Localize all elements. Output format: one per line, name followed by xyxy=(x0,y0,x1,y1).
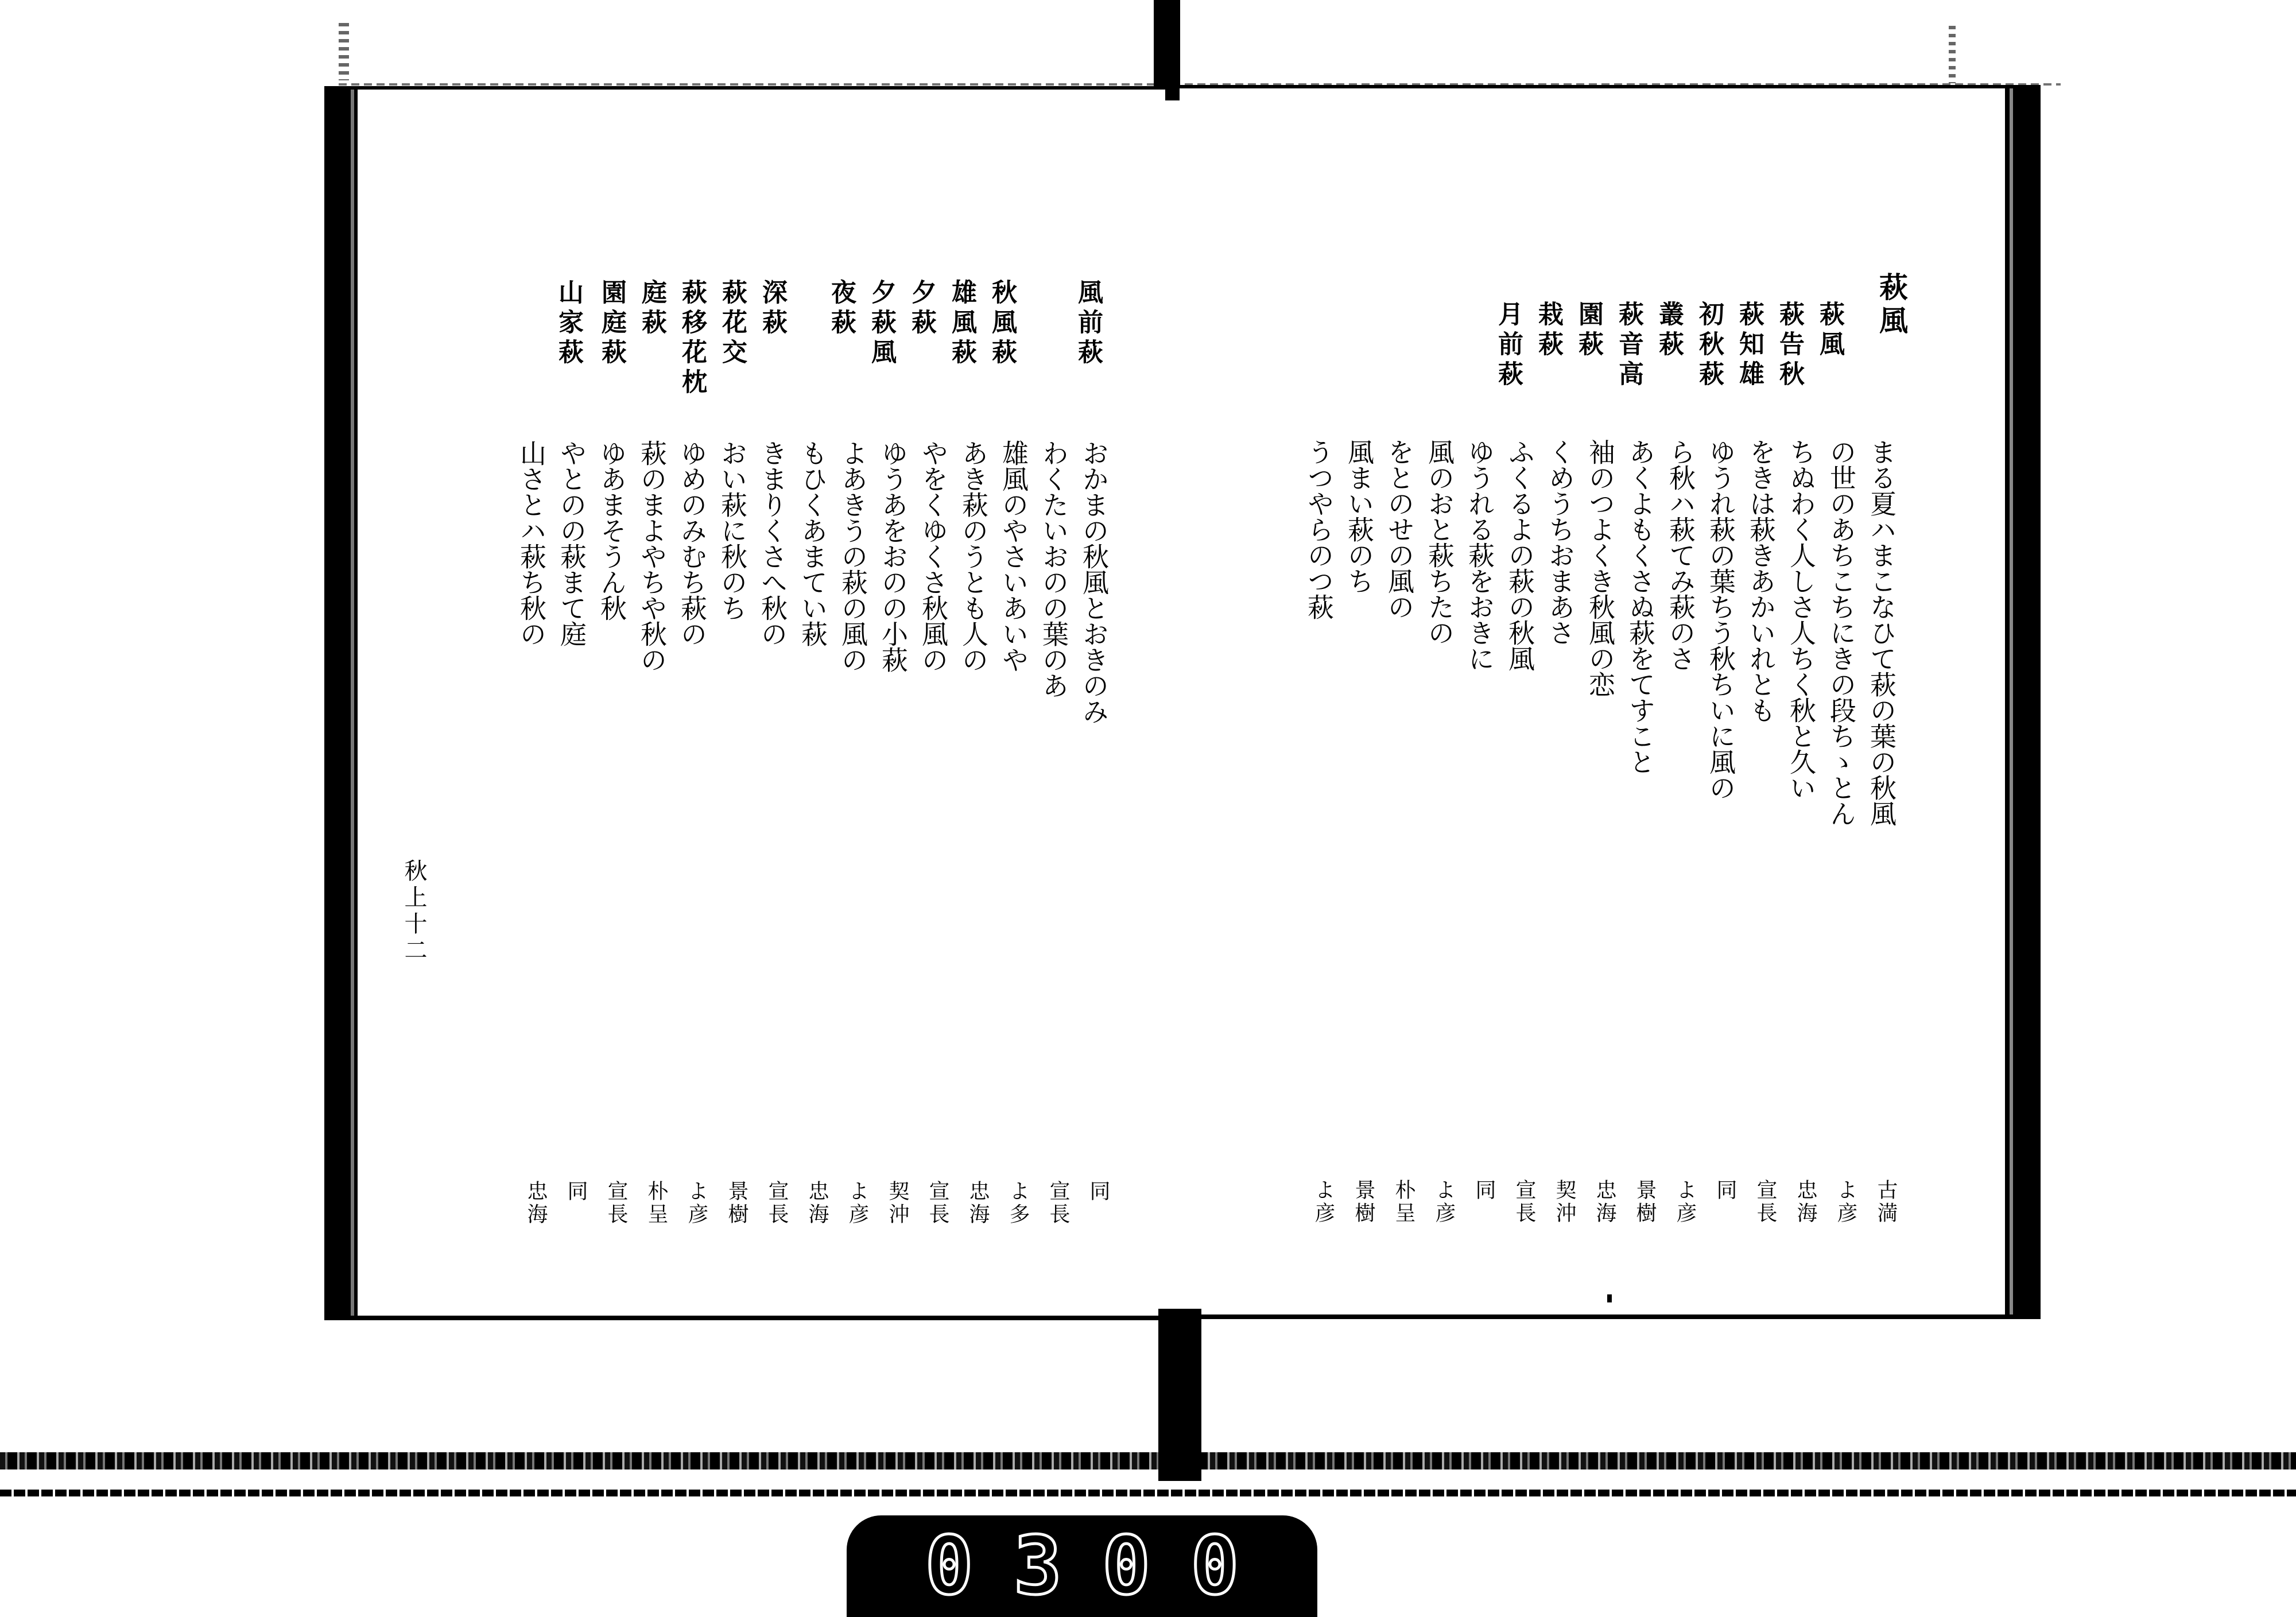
poem-line: 風のおと萩ちたの xyxy=(1424,439,1455,645)
poet-name: 同 xyxy=(1713,1179,1737,1202)
poem-line: 萩のまよやちや秋の xyxy=(637,440,668,672)
poet-name: 宣長 xyxy=(765,1180,789,1226)
poet-name: 忠海 xyxy=(524,1180,548,1226)
heading: 風前萩 xyxy=(1073,279,1103,369)
poet-name: 宣長 xyxy=(926,1180,949,1226)
poem-line: ゆうれる萩をおきに xyxy=(1464,439,1495,671)
poet-name: 忠海 xyxy=(805,1180,829,1226)
heading: 夜萩 xyxy=(827,279,856,339)
poet-name: よ彦 xyxy=(846,1180,869,1226)
poem-line: ゆめのみむち萩の xyxy=(677,440,708,646)
poem-line: あくよもくさぬ萩をてすこと xyxy=(1625,439,1656,774)
book-spine-bottom xyxy=(1158,1309,1201,1481)
heading: 叢萩 xyxy=(1654,301,1684,360)
book-bottom-edge xyxy=(0,1490,2296,1496)
poet-name: 忠海 xyxy=(966,1180,990,1226)
poem-line: まる夏ハまこなひて萩の葉の秋風 xyxy=(1866,439,1897,826)
heading: 萩告秋 xyxy=(1775,301,1804,390)
poet-name: 忠海 xyxy=(1794,1179,1817,1225)
poet-name: よ彦 xyxy=(685,1180,708,1226)
poem-line: よあきうの萩の風の xyxy=(837,440,868,672)
poet-name: 朴呈 xyxy=(1392,1179,1415,1225)
poem-line: 風まい萩のち xyxy=(1344,439,1375,594)
heading: 山家萩 xyxy=(554,279,583,369)
poet-name: よ彦 xyxy=(1432,1179,1456,1225)
poem-line: ゆうれ萩の葉ちう秋ちいに風の xyxy=(1705,439,1736,800)
folio-label: 秋上十二 xyxy=(401,859,427,964)
poet-name: よ彦 xyxy=(1834,1179,1857,1225)
poet-name: よ彦 xyxy=(1673,1179,1697,1225)
poem-line: ら秋ハ萩てみ萩のさ xyxy=(1665,439,1696,671)
heading: 庭萩 xyxy=(637,279,666,339)
heading: 萩音高 xyxy=(1614,301,1643,390)
poem-line: もひくあまてい萩 xyxy=(797,440,828,646)
poet-name: 契沖 xyxy=(1553,1179,1576,1225)
heading: 秋風萩 xyxy=(987,279,1017,369)
poem-line: 雄風のやさいあいや xyxy=(998,440,1029,672)
heading: 雄風萩 xyxy=(947,279,976,369)
section-title: 萩風 xyxy=(1875,272,1909,339)
poet-name: 景樹 xyxy=(725,1180,748,1226)
poem-line: きまりくさへ秋の xyxy=(757,440,788,646)
poet-name: 同 xyxy=(564,1180,588,1203)
frame-number-text: 0300 xyxy=(925,1519,1279,1613)
poem-line: ふくるよの萩の秋風 xyxy=(1504,439,1535,671)
poet-name: 朴呈 xyxy=(645,1180,668,1226)
poet-name: 宣長 xyxy=(1512,1179,1536,1225)
poem-line: ゆあまそうん秋 xyxy=(596,440,627,621)
poem-line: おい萩に秋のち xyxy=(717,440,748,621)
poet-name: 景樹 xyxy=(1352,1179,1375,1225)
poet-name: よ多 xyxy=(1006,1180,1030,1226)
poem-line: をきは萩きあかいれとも xyxy=(1746,439,1777,723)
scan-edge-mark xyxy=(339,23,349,80)
heading: 月前萩 xyxy=(1494,301,1523,390)
right-page xyxy=(1180,85,2041,1319)
poem-line: くめうちおまあさ xyxy=(1545,439,1576,645)
heading: 深萩 xyxy=(758,279,787,339)
poet-name: 同 xyxy=(1087,1180,1110,1203)
poem-line: やをくゆくさ秋風の xyxy=(918,440,949,672)
heading: 夕萩風 xyxy=(867,279,896,369)
poem-line: あき萩のうとも人の xyxy=(958,440,989,672)
book-spine-top xyxy=(1154,0,1180,100)
poem-line: の世のあちこちにきの段ちゝとん xyxy=(1826,439,1857,826)
left-page xyxy=(324,86,1165,1320)
heading: 萩知雄 xyxy=(1735,301,1764,390)
heading: 夕萩 xyxy=(907,279,936,339)
microfilm-frame-number xyxy=(847,1515,1317,1617)
heading: 栽萩 xyxy=(1534,301,1563,360)
scan-edge-mark xyxy=(1949,26,1956,83)
poet-name: 景樹 xyxy=(1633,1179,1657,1225)
poet-name: よ彦 xyxy=(1312,1179,1335,1225)
poem-line: やとのの萩まて庭 xyxy=(556,440,587,646)
heading: 初秋萩 xyxy=(1694,301,1724,390)
poet-name: 契沖 xyxy=(886,1180,909,1226)
heading: 園萩 xyxy=(1574,301,1603,360)
poet-name: 古満 xyxy=(1874,1179,1898,1225)
poem-line: をとのせの風の xyxy=(1384,439,1415,619)
poet-name: 宣長 xyxy=(1046,1180,1070,1226)
heading: 萩移花枕 xyxy=(677,279,707,398)
ink-speck xyxy=(1607,1294,1612,1302)
heading: 園庭萩 xyxy=(597,279,626,369)
poem-line: わくたいおのの葉のあ xyxy=(1038,440,1069,698)
poem-line: おかまの秋風とおきのみ xyxy=(1079,440,1110,724)
poem-line: うつやらのつ萩 xyxy=(1304,439,1335,619)
poem-line: ちぬわく人しさ人ちく秋と久い xyxy=(1786,439,1817,800)
poet-name: 宣長 xyxy=(604,1180,628,1226)
heading: 萩風 xyxy=(1815,301,1844,360)
poet-name: 宣長 xyxy=(1754,1179,1777,1225)
heading: 萩花交 xyxy=(718,279,747,369)
poet-name: 同 xyxy=(1472,1179,1496,1202)
poem-line: 山さとハ萩ち秋の xyxy=(516,440,547,646)
book-bottom-edge xyxy=(0,1452,2296,1469)
poem-line: 袖のつよくき秋風の恋 xyxy=(1585,439,1616,697)
poet-name: 忠海 xyxy=(1593,1179,1616,1225)
poem-line: ゆうあをおのの小萩 xyxy=(878,440,909,672)
